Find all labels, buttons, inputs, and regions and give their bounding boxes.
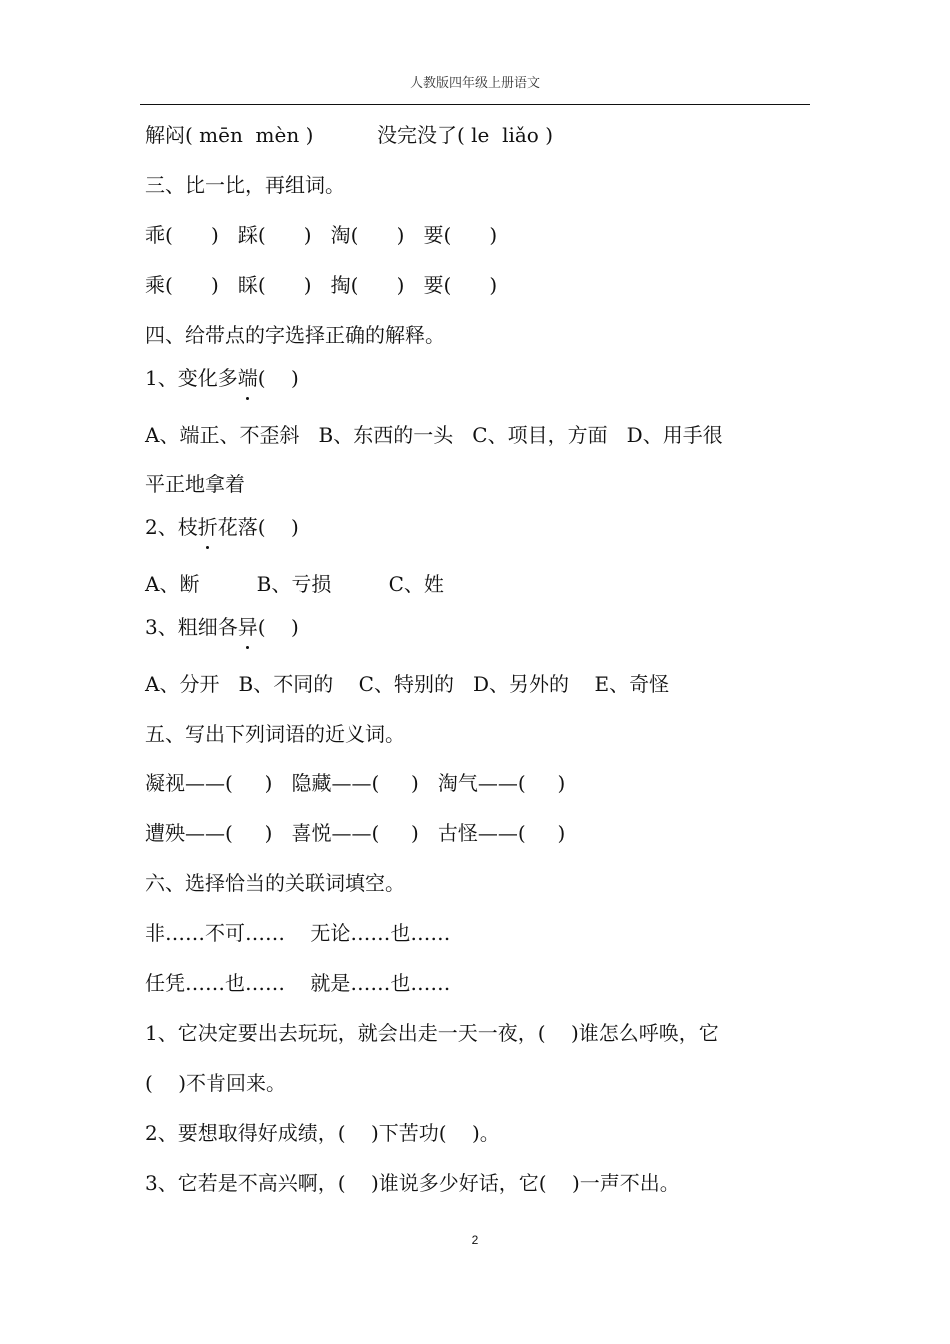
conjunction-options-1: 非……不可…… 无论……也…… [145,921,451,945]
compare-row-2: 乘( ) 睬( ) 掏( ) 要( ) [145,273,498,297]
fill-sentence-1: 1、它决定要出去玩玩，就会出走一天一夜，( )谁怎么呼唤，它 [145,1021,719,1045]
question-1-blank: ( ) [257,366,299,390]
question-1-options-cont: 平正地拿着 [145,472,245,496]
question-1-options: A、端正、不歪斜 B、东西的一头 C、项目，方面 D、用手很 [145,423,723,447]
synonym-row-1: 凝视——( ) 隐藏——( ) 淘气——( ) [145,771,566,795]
section-three-heading: 三、比一比，再组词。 [145,173,345,197]
fill-sentence-1-cont: ( )不肯回来。 [145,1071,287,1095]
compare-row-1: 乖( ) 踩( ) 淘( ) 要( ) [145,223,498,247]
section-six-heading: 六、选择恰当的关联词填空。 [145,871,405,895]
header-divider [140,104,810,105]
question-1-prefix: 1、变化多 [145,366,238,390]
dotted-char: 异 [237,615,258,639]
fill-sentence-2: 2、要想取得好成绩，( )下苦功( )。 [145,1121,500,1145]
question-1 [145,365,299,391]
synonym-row-2: 遭殃——( ) 喜悦——( ) 古怪——( ) [145,821,566,845]
question-3-prefix: 3、粗细各 [145,615,238,639]
section-four-heading: 四、给带点的字选择正确的解释。 [145,323,445,347]
dotted-char: 折 [197,515,218,539]
question-3 [145,614,299,640]
question-2-suffix: 花落( ) [217,515,299,539]
page-header: 人教版四年级上册语文 [409,76,540,91]
dotted-char: 端 [237,366,258,390]
page-number: 2 [471,1233,479,1247]
question-2 [145,514,299,540]
question-3-blank: ( ) [257,615,299,639]
question-2-prefix: 2、枝 [145,515,198,539]
question-3-options: A、分开 B、不同的 C、特别的 D、另外的 E、奇怪 [145,672,670,696]
pinyin-choice-line: 解闷( mēn mèn ) 没完没了( le liǎo ) [145,123,553,147]
fill-sentence-3: 3、它若是不高兴啊，( )谁说多少好话，它( )一声不出。 [145,1171,680,1195]
section-five-heading: 五、写出下列词语的近义词。 [145,722,405,746]
conjunction-options-2: 任凭……也…… 就是……也…… [145,971,451,995]
question-2-options: A、断 B、亏损 C、姓 [145,572,444,596]
